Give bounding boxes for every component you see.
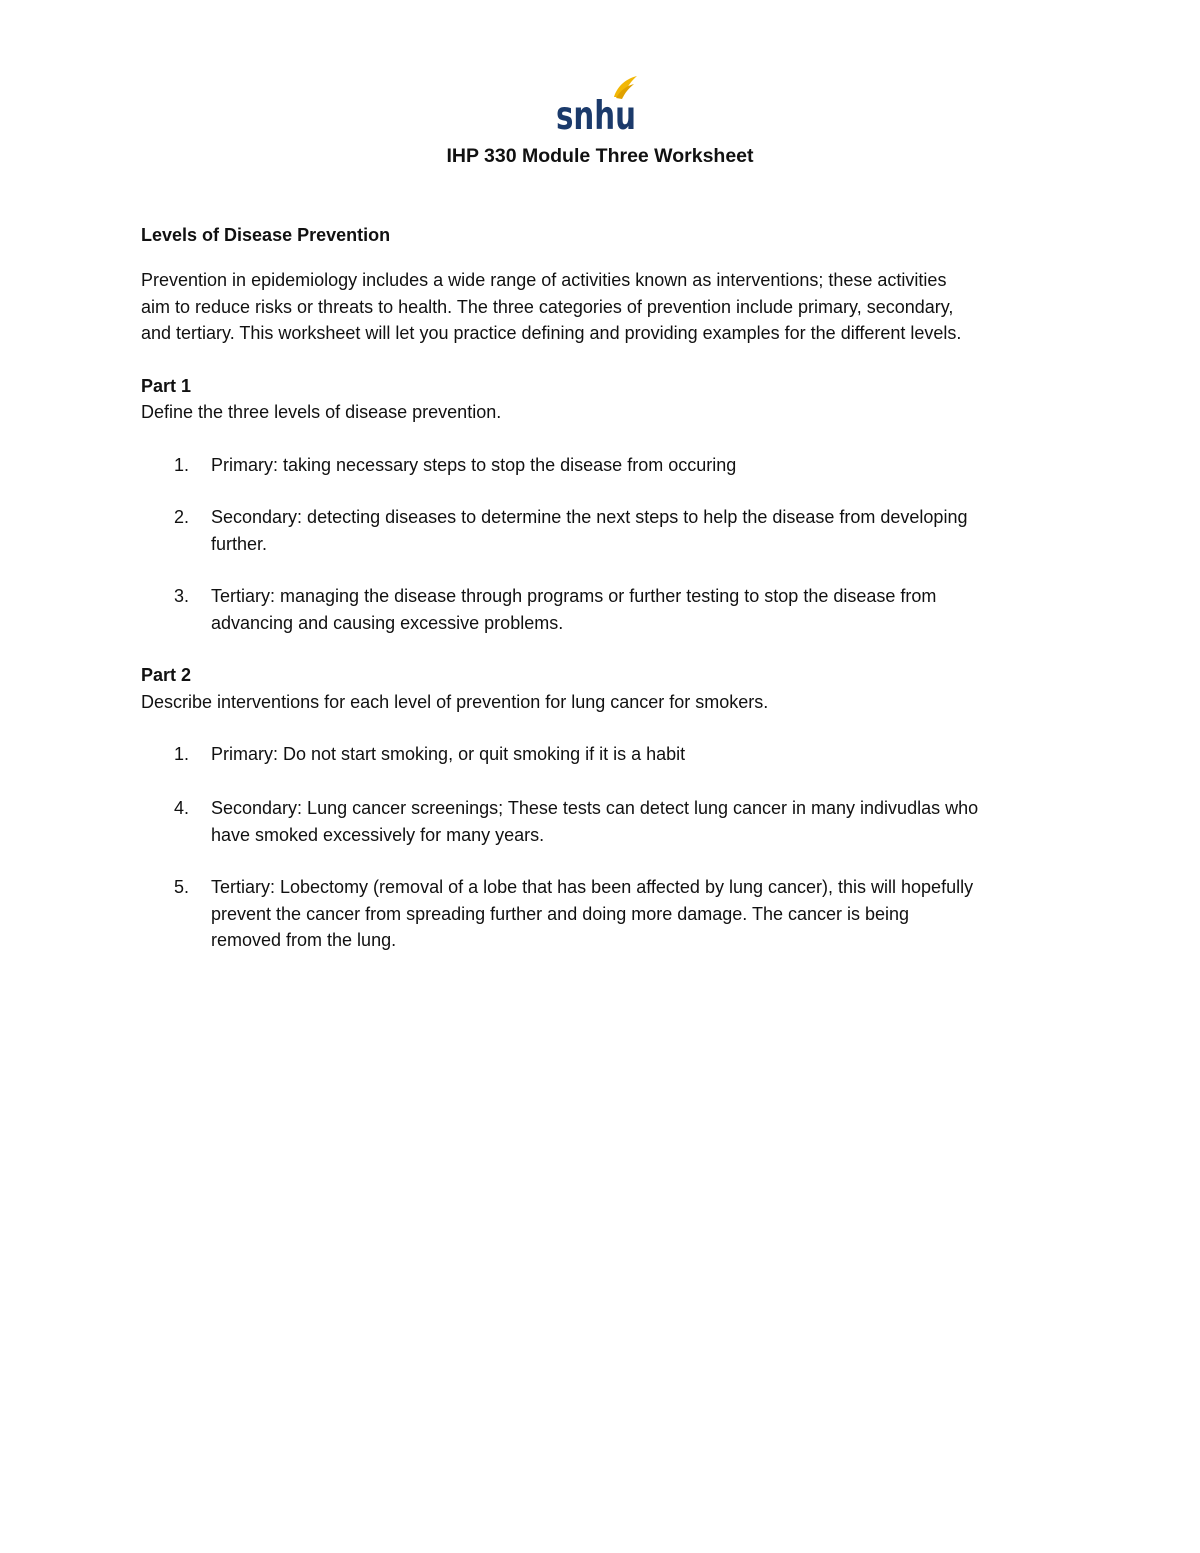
list-number: 1.	[174, 744, 190, 764]
list-item-text: Secondary: Lung cancer screenings; These tests can detect lung cancer in many indivudlas who	[211, 798, 979, 818]
list-number: 5.	[174, 877, 190, 897]
part2-heading: Part 2	[141, 665, 192, 685]
list-item-text: have smoked excessively for many years.	[211, 824, 545, 845]
list-item-text: Secondary: detecting diseases to determine the next steps to help the disease from developing	[211, 507, 968, 527]
list-item-text: Primary: Do not start smoking, or quit smoking if it is a habit	[211, 744, 686, 764]
list-number: 4.	[174, 798, 190, 818]
list-item-text: Tertiary: Lobectomy (removal of a lobe that has been affected by lung cancer), this will hopefully	[211, 877, 974, 897]
intro-line: and tertiary. This worksheet will let you practice defining and providing examples for the different levels.	[141, 323, 962, 343]
intro-line: aim to reduce risks or threats to health. The three categories of prevention include primary, secondary,	[141, 296, 954, 317]
list-item-text: advancing and causing excessive problems.	[211, 612, 564, 633]
list-number: 3.	[174, 586, 190, 606]
part2-instruction: Describe interventions for each level of prevention for lung cancer for smokers.	[141, 692, 769, 712]
list-item-text: Primary: taking necessary steps to stop the disease from occuring	[211, 455, 737, 475]
intro-line: Prevention in epidemiology includes a wide range of activities known as interventions; these activities	[141, 270, 947, 290]
list-item-text: removed from the lung.	[211, 930, 397, 950]
intro-paragraph	[141, 267, 961, 347]
part1-heading: Part 1	[141, 376, 192, 396]
page-title: IHP 330 Module Three Worksheet	[446, 145, 754, 167]
list-item-text: Tertiary: managing the disease through programs or further testing to stop the disease from	[211, 586, 937, 606]
part1-instruction: Define the three levels of disease prevention.	[141, 402, 502, 422]
section-heading: Levels of Disease Prevention	[141, 225, 391, 245]
snhu-logo-graphic	[556, 74, 640, 139]
snhu-logo	[556, 74, 640, 139]
list-number: 2.	[174, 507, 190, 527]
svg-text:snhu: snhu	[556, 94, 636, 139]
list-item-text: prevent the cancer from spreading further and doing more damage. The cancer is being	[211, 903, 910, 924]
list-item-text: further.	[211, 533, 268, 554]
list-number: 1.	[174, 455, 190, 475]
